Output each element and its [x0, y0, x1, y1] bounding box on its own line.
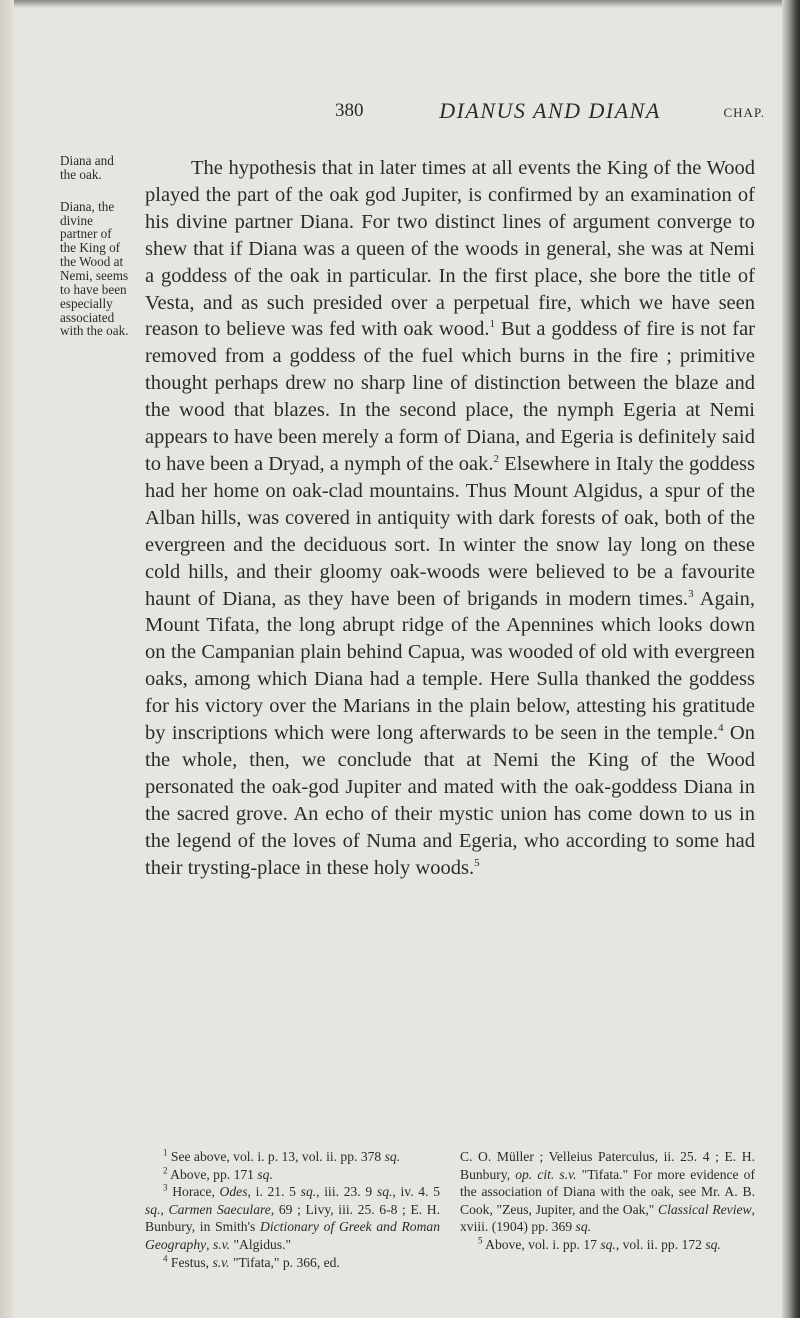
page-header	[335, 98, 765, 134]
sidenote-2: Diana, the divine partner of the King of the Wood at Nemi, seems to have been especially associated with the oak.	[60, 198, 129, 339]
footnote-ref-5: 5	[474, 856, 480, 869]
body-paragraph: The hypothesis that in later times at all events the King of the Wood played the part of the oak god Jupiter, is confirmed by an examination of his divine partner Diana. For two distinct lines of argument converge to shew that if Diana was a queen of the woods in general, she was at Nemi a goddess of the oak in particular. In the first place, she bore the title of Vesta, and as such presided over a perpetual fire, which we have seen reason to believe was fed with oak wood.$^1$ But a goddess of fire is not far removed from a goddess of the fuel which burns in the fire ; primitive thought perhaps drew no sharp line of distinction between the blaze and the wood that blazes. In the second place, the nymph Egeria at Nemi appears to have been merely a form of Diana, and Egeria is definitely said to have been a Dryad, a nymph of the oak.$^2$ Elsewhere in Italy the goddess had her home on oak-clad mountains. Thus Mount Algidus, a spur of the Alban hills, was covered in antiquity with dark forests of oak, both of the evergreen and the deciduous sort. In winter the snow lay long on these cold hills, and their gloomy oak-woods were believed to be a favourite haunt of Diana, as they have been of brigands in modern times.$^3$ Again, Mount Tifata, the long abrupt ridge of the Apennines which looks down on the Campanian plain behind Capua, was wooded of old with evergreen oaks, among which Diana had a temple. Here Sulla thanked the goddess for his victory over the Marians in the plain below, attesting his gratitude by inscriptions which were long afterwards to be seen in the temple.$^4$ On the whole, then, we conclude that at Nemi the King of the Wood personated the oak-god Jupiter and mated with the oak-goddess Diana in the sacred grove. An echo of their mystic union has come down to us in the legend of the loves of Numa and Egeria, who according to some had their trysting-place in these holy woods.$^5$	[145, 157, 756, 879]
scan-top-edge	[0, 0, 800, 8]
footnote-1: $^1$ See above, vol. i. p. 13, vol. ii. pp. 378 sq.	[163, 1147, 401, 1164]
scan-left-edge	[0, 0, 14, 1318]
footnote-5: $^5$ Above, vol. i. pp. 17 sq., vol. ii. pp. 172 sq.	[478, 1235, 721, 1252]
footnotes-right-column	[460, 1148, 755, 1271]
scan-right-edge	[782, 0, 800, 1318]
page-number: 380	[335, 100, 364, 121]
footnote-ref-1: 1	[489, 318, 496, 331]
footnote-ref-4: 4	[718, 722, 724, 735]
footnote-3: $^3$ Horace, Odes, i. 21. 5 sq., iii. 23. 9 sq., iv. 4. 5 sq., Carmen Saeculare, 69 ; Livy, iii. 25. 6-8 ; E. H. Bunbury, in Smith's Dictionary of Greek and Roman Geography, s.v. "Algidus."	[145, 1182, 440, 1252]
footnote-2: $^2$ Above, pp. 171 sq.	[163, 1165, 273, 1182]
footnote-4-continued: C. O. Müller ; Velleius Paterculus, ii. 25. 4 ; E. H. Bunbury, op. cit. s.v. "Tifata." For more evidence of the association of Diana with the oak, see Mr. A. B. Cook, "Zeus, Jupiter, and the Oak," Classical Review, xviii. (1904) pp. 369 sq.	[460, 1149, 755, 1235]
chapter-label: CHAP.	[723, 105, 765, 120]
footnote-ref-2: 2	[493, 453, 500, 466]
running-title: DIANUS AND DIANA	[439, 98, 661, 123]
footnotes	[145, 1148, 755, 1271]
margin-sidenotes	[60, 154, 140, 338]
sidenote-1: Diana and the oak.	[60, 153, 114, 182]
body-text	[145, 155, 755, 881]
footnote-4-start: $^4$ Festus, s.v. "Tifata," p. 366, ed.	[163, 1253, 340, 1270]
footnote-ref-3: 3	[688, 587, 694, 600]
footnotes-left-column	[145, 1148, 440, 1271]
